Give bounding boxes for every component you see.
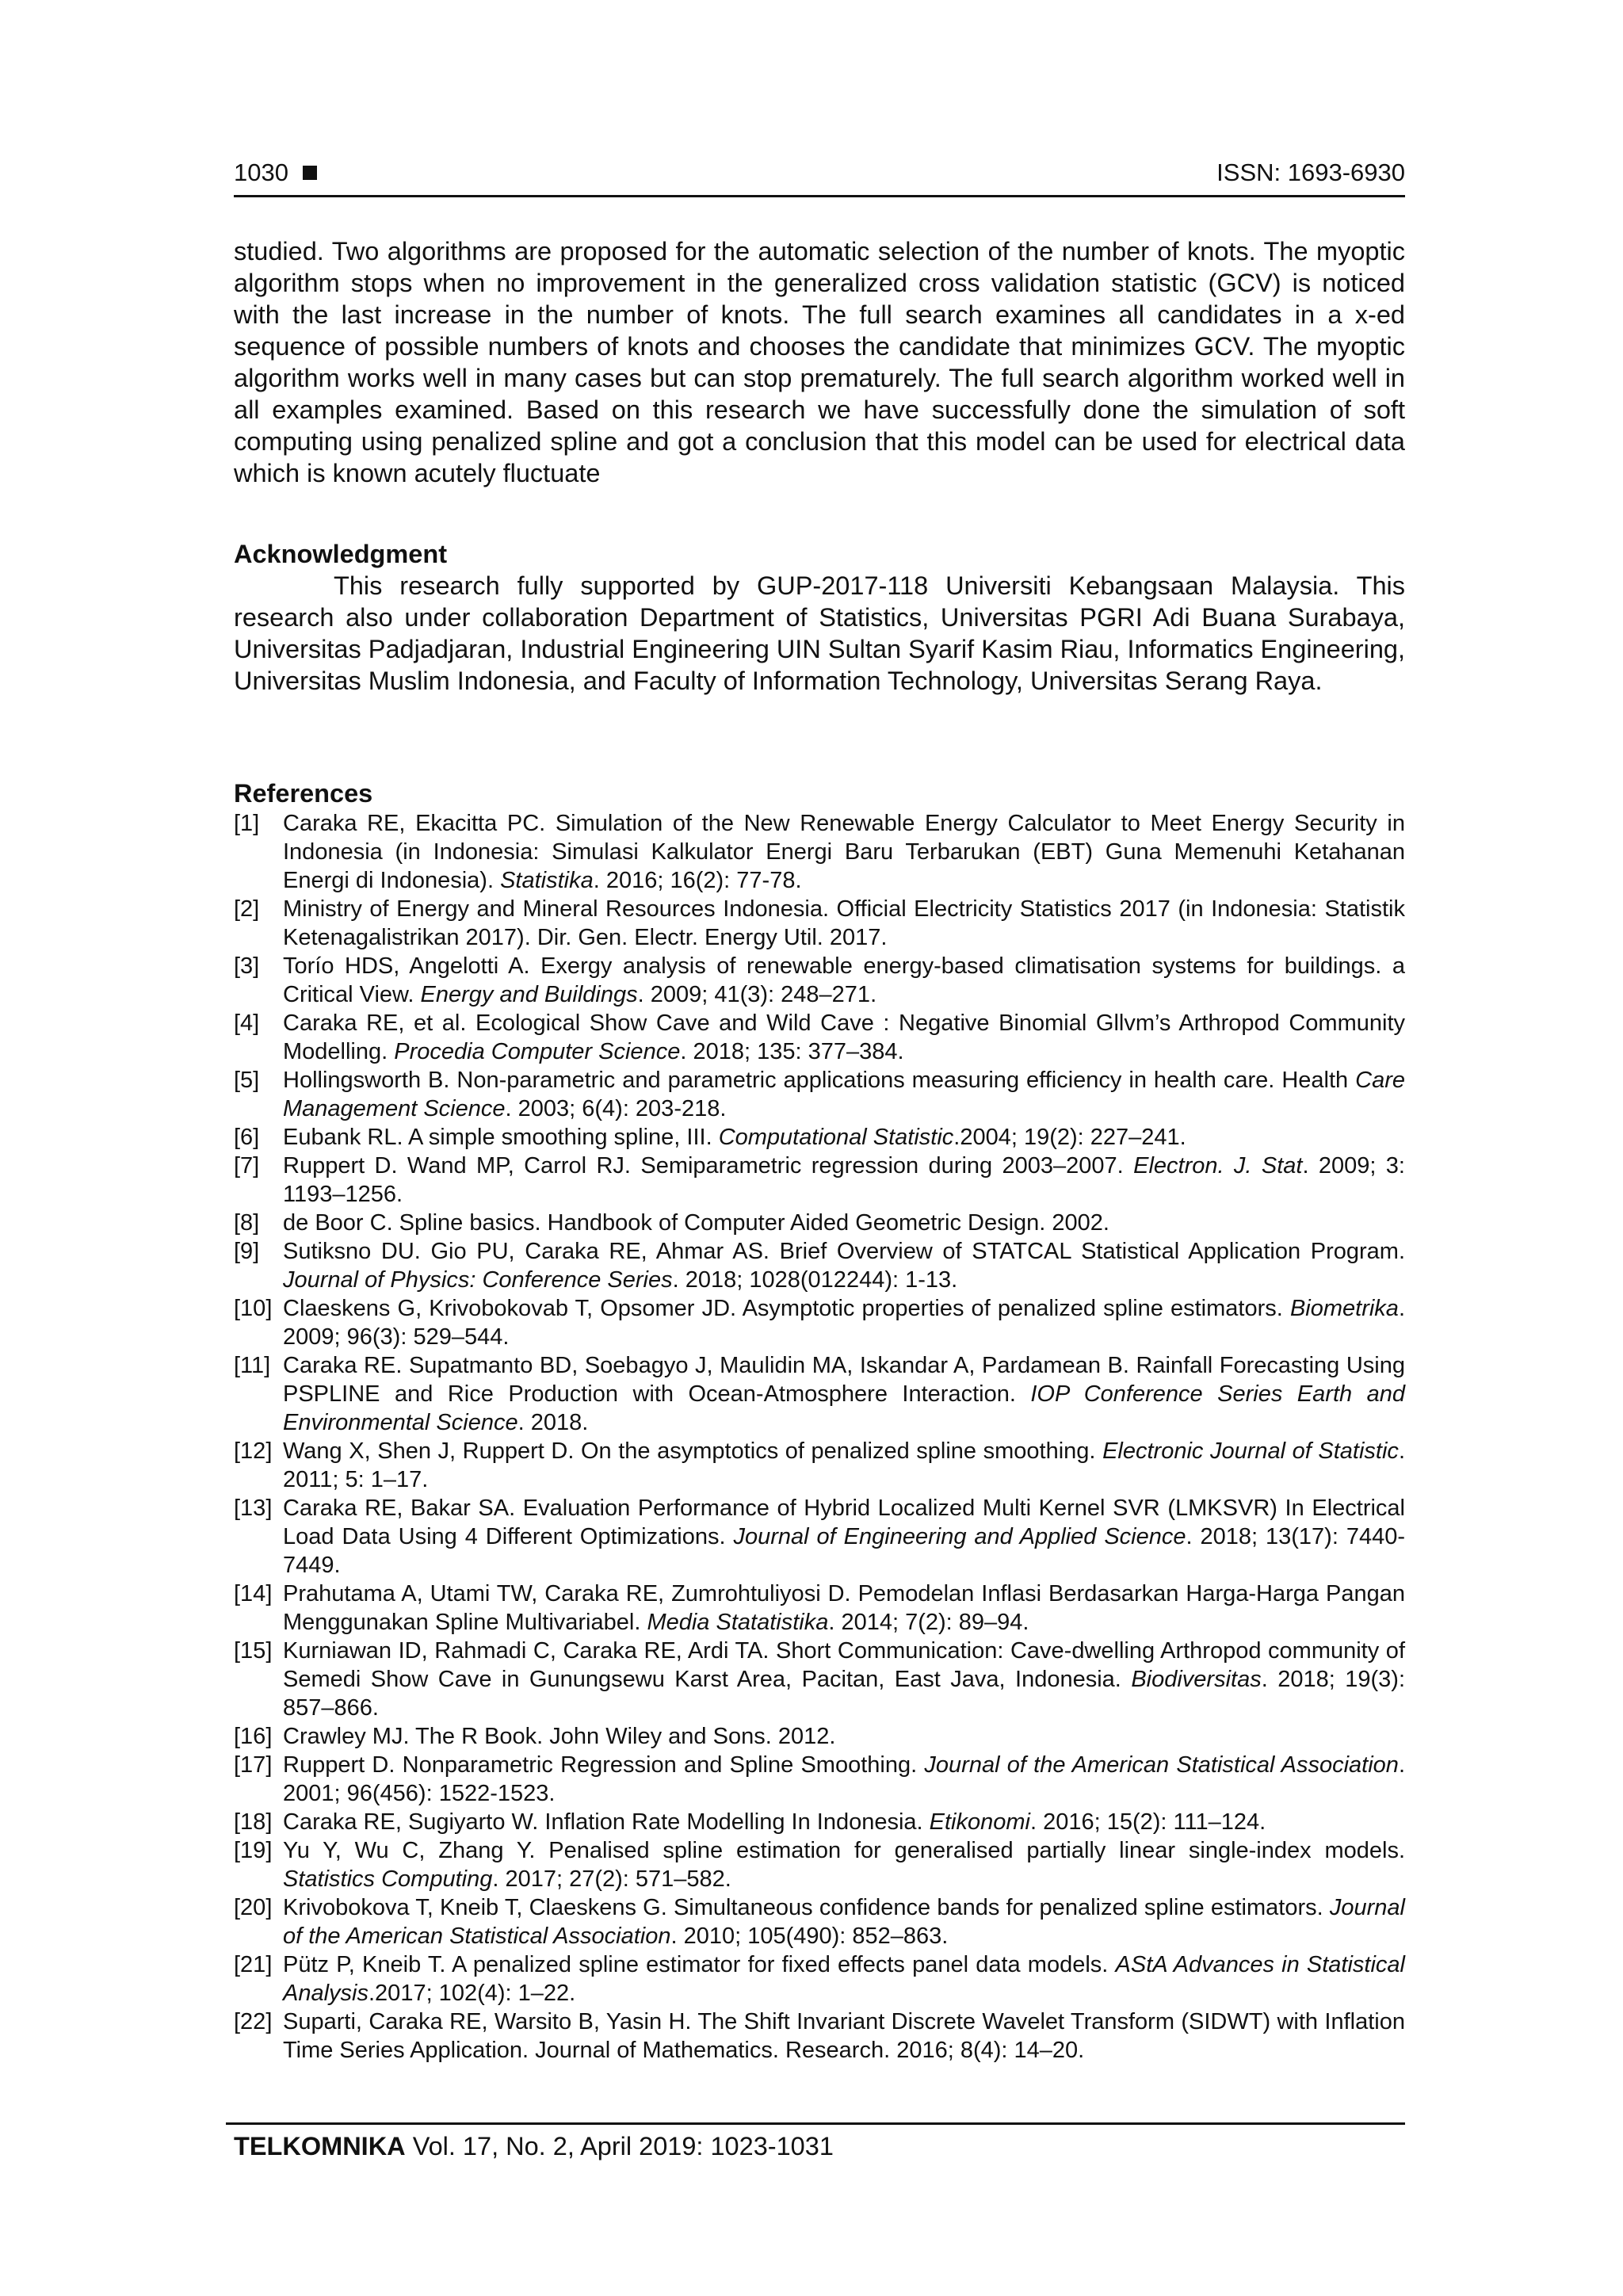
- reference-number: [13]: [234, 1496, 273, 1521]
- issue-info: Vol. 17, No. 2, April 2019: 1023-1031: [412, 2132, 834, 2160]
- reference-details: . 2018; 1028(012244): 1-13.: [672, 1267, 958, 1293]
- reference-source: Journal of Engineering and Applied Science: [733, 1524, 1186, 1549]
- reference-text: Crawley MJ. The R Book. John Wiley and Sons. 2012.: [283, 1724, 836, 1749]
- reference-item: [234, 1494, 1405, 1580]
- reference-item: [234, 2008, 1405, 2065]
- reference-text: Torío HDS, Angelotti A. Exergy analysis of renewable energy-based climatisation systems for buildings. a Critical View.: [283, 953, 1405, 1007]
- reference-details: . 2010; 105(490): 852–863.: [670, 1924, 949, 1949]
- reference-item: [234, 895, 1405, 952]
- reference-source: Etikonomi: [929, 1809, 1030, 1835]
- reference-text: Ministry of Energy and Mineral Resources Indonesia. Official Electricity Statistics 2017 (in Indonesia: Statistik Ketenagalistrikan 2017). Dir. Gen. Electr. Energy Util. 2017.: [283, 896, 1405, 950]
- reference-item: [234, 1950, 1405, 2008]
- acknowledgment-paragraph: This research fully supported by GUP-2017-118 Universiti Kebangsaan Malaysia. This research also under collaboration Department of Statistics, Universitas PGRI Adi Buana Surabaya, Universitas Padjadjaran, Industrial Engineering UIN Sultan Syarif Kasim Riau, Informatics Engineering, Universitas Muslim Indonesia, and Faculty of Information Technology, Universitas Serang Raya.: [234, 571, 1405, 695]
- reference-source: IOP Conference Series Earth and Environmental Science: [283, 1381, 1405, 1435]
- reference-text: Sutiksno DU. Gio PU, Caraka RE, Ahmar AS. Brief Overview of STATCAL Statistical Application Program.: [283, 1239, 1405, 1264]
- acknowledgment-heading: Acknowledgment: [234, 540, 448, 568]
- reference-number: [20]: [234, 1895, 273, 1920]
- reference-source: AStA Advances in Statistical Analysis: [283, 1952, 1405, 2006]
- reference-item: [234, 952, 1405, 1009]
- reference-number: [9]: [234, 1239, 260, 1264]
- reference-source: Care Management Science: [283, 1068, 1405, 1121]
- reference-text: Caraka RE. Supatmanto BD, Soebagyo J, Maulidin MA, Iskandar A, Pardamean B. Rainfall Forecasting Using PSPLINE and Rice Production with Ocean-Atmosphere Interaction.: [283, 1353, 1405, 1407]
- reference-number: [17]: [234, 1752, 273, 1778]
- square-bullet-icon: [303, 166, 317, 180]
- reference-number: [7]: [234, 1153, 260, 1179]
- reference-text: Eubank RL. A simple smoothing spline, III.: [283, 1125, 719, 1150]
- reference-text: Caraka RE, Bakar SA. Evaluation Performance of Hybrid Localized Multi Kernel SVR (LMKSVR) In Electrical Load Data Using 4 Different Optimizations.: [283, 1496, 1405, 1549]
- reference-item: [234, 809, 1405, 895]
- reference-item: [234, 1209, 1405, 1237]
- reference-item: [234, 1580, 1405, 1637]
- reference-text: Caraka RE, Ekacitta PC. Simulation of the New Renewable Energy Calculator to Meet Energy Security in Indonesia (in Indonesia: Simulasi Kalkulator Energi Baru Terbarukan (EBT) Guna Memenuhi Ketahanan Energi di Indonesia).: [283, 811, 1405, 893]
- reference-source: Statistika: [500, 868, 594, 893]
- reference-item: [234, 1237, 1405, 1294]
- reference-details: . 2009; 3: 1193–1256.: [283, 1153, 1405, 1207]
- reference-details: . 2009; 41(3): 248–271.: [637, 982, 877, 1007]
- reference-number: [10]: [234, 1296, 273, 1321]
- reference-number: [22]: [234, 2009, 273, 2034]
- reference-number: [11]: [234, 1353, 271, 1378]
- reference-source: Journal of Physics: Conference Series: [283, 1267, 673, 1293]
- reference-source: Procedia Computer Science: [394, 1039, 681, 1064]
- reference-item: [234, 1152, 1405, 1209]
- reference-text: Ruppert D. Nonparametric Regression and Spline Smoothing.: [283, 1752, 925, 1778]
- reference-source: Journal of the American Statistical Association: [283, 1895, 1405, 1949]
- reference-source: Journal of the American Statistical Association: [924, 1752, 1399, 1778]
- reference-number: [21]: [234, 1952, 273, 1977]
- issn: ISSN: 1693-6930: [1216, 159, 1405, 186]
- reference-text: Claeskens G, Krivobokovab T, Opsomer JD. Asymptotic properties of penalized spline estimators.: [283, 1296, 1290, 1321]
- reference-item: [234, 1808, 1405, 1836]
- reference-text: Kurniawan ID, Rahmadi C, Caraka RE, Ardi TA. Short Communication: Cave-dwelling Arthropod community of Semedi Show Cave in Gunungsewu Karst Area, Pacitan, East Java, Indonesia.: [283, 1638, 1405, 1692]
- reference-source: Media Statatistika: [647, 1610, 829, 1635]
- reference-source: Biometrika: [1289, 1296, 1399, 1321]
- reference-text: Yu Y, Wu C, Zhang Y. Penalised spline estimation for generalised partially linear single-index models.: [283, 1838, 1405, 1863]
- reference-item: [234, 1351, 1405, 1437]
- body-paragraph: studied. Two algorithms are proposed for the automatic selection of the number of knots. The myoptic algorithm stops when no improvement in the generalized cross validation statistic (GCV) is noticed with the last increase in the number of knots. The full search examines all candidates in a x-ed sequence of possible numbers of knots and chooses the candidate that minimizes GCV. The myoptic algorithm works well in many cases but can stop prematurely. The full search algorithm worked well in all examples examined. Based on this research we have successfully done the simulation of soft computing using penalized spline and got a conclusion that this model can be used for electrical data which is known acutely fluctuate: [234, 237, 1405, 487]
- reference-item: [234, 1294, 1405, 1351]
- reference-text: Prahutama A, Utami TW, Caraka RE, Zumrohtuliyosi D. Pemodelan Inflasi Berdasarkan Harga-Harga Pangan Menggunakan Spline Multivariabel.: [283, 1581, 1405, 1635]
- reference-details: . 2016; 16(2): 77-78.: [593, 868, 802, 893]
- reference-source: Biodiversitas: [1131, 1667, 1262, 1692]
- reference-details: . 2017; 27(2): 571–582.: [492, 1866, 731, 1892]
- reference-source: Statistics Computing: [283, 1866, 493, 1892]
- reference-source: Electron. J. Stat: [1133, 1153, 1303, 1179]
- reference-item: [234, 1437, 1405, 1494]
- reference-text: Pütz P, Kneib T. A penalized spline estimator for fixed effects panel data models.: [283, 1952, 1116, 1977]
- reference-text: Caraka RE, Sugiyarto W. Inflation Rate Modelling In Indonesia.: [283, 1809, 930, 1835]
- reference-item: [234, 1751, 1405, 1808]
- reference-source: Electronic Journal of Statistic: [1102, 1438, 1399, 1464]
- reference-item: [234, 1637, 1405, 1722]
- page-number: 1030: [234, 159, 288, 186]
- reference-number: [3]: [234, 953, 260, 979]
- reference-number: [2]: [234, 896, 260, 922]
- reference-text: Krivobokova T, Kneib T, Claeskens G. Simultaneous confidence bands for penalized spline estimators.: [283, 1895, 1330, 1920]
- header-left: [234, 155, 317, 190]
- reference-text: Hollingsworth B. Non-parametric and parametric applications measuring efficiency in health care. Health: [283, 1068, 1356, 1093]
- reference-text: de Boor C. Spline basics. Handbook of Computer Aided Geometric Design. 2002.: [283, 1210, 1109, 1236]
- header-rule: [234, 195, 1405, 197]
- reference-number: [12]: [234, 1438, 273, 1464]
- running-footer: [234, 2129, 834, 2164]
- reference-number: [8]: [234, 1210, 260, 1236]
- reference-item: [234, 1066, 1405, 1123]
- reference-details: . 2014; 7(2): 89–94.: [828, 1610, 1029, 1635]
- reference-details: . 2016; 15(2): 111–124.: [1029, 1809, 1266, 1835]
- reference-text: Suparti, Caraka RE, Warsito B, Yasin H. The Shift Invariant Discrete Wavelet Transform (SIDWT) with Inflation Time Series Application. Journal of Mathematics. Research. 2016; 8(4): 14–20.: [283, 2009, 1405, 2063]
- reference-text: Caraka RE, et al. Ecological Show Cave and Wild Cave : Negative Binomial Gllvm’s Arthropod Community Modelling.: [283, 1010, 1405, 1064]
- references-heading: References: [234, 779, 373, 808]
- reference-number: [14]: [234, 1581, 273, 1606]
- reference-details: .2004; 19(2): 227–241.: [953, 1125, 1186, 1150]
- reference-number: [18]: [234, 1809, 273, 1835]
- reference-details: . 2018.: [517, 1410, 589, 1435]
- footer-rule: [226, 2122, 1405, 2125]
- running-header: [234, 155, 1405, 195]
- reference-item: [234, 1123, 1405, 1152]
- reference-details: . 2018; 135: 377–384.: [680, 1039, 904, 1064]
- reference-number: [19]: [234, 1838, 273, 1863]
- reference-details: . 2001; 96(456): 1522-1523.: [283, 1752, 1405, 1806]
- reference-item: [234, 1893, 1405, 1950]
- reference-details: . 2011; 5: 1–17.: [283, 1438, 1405, 1492]
- reference-number: [6]: [234, 1125, 260, 1150]
- reference-details: . 2009; 96(3): 529–544.: [283, 1296, 1405, 1350]
- reference-number: [15]: [234, 1638, 273, 1664]
- references-list: [234, 809, 1405, 2065]
- reference-details: . 2003; 6(4): 203-218.: [505, 1096, 727, 1121]
- reference-text: Wang X, Shen J, Ruppert D. On the asymptotics of penalized spline smoothing.: [283, 1438, 1103, 1464]
- reference-item: [234, 1836, 1405, 1893]
- reference-details: . 2018; 19(3): 857–866.: [283, 1667, 1405, 1721]
- reference-source: Energy and Buildings: [420, 982, 638, 1007]
- reference-details: . 2018; 13(17): 7440-7449.: [283, 1524, 1406, 1578]
- reference-item: [234, 1722, 1405, 1751]
- reference-text: Ruppert D. Wand MP, Carrol RJ. Semiparametric regression during 2003–2007.: [283, 1153, 1134, 1179]
- reference-item: [234, 1009, 1405, 1066]
- reference-source: Computational Statistic: [718, 1125, 954, 1150]
- reference-number: [1]: [234, 811, 260, 836]
- journal-name: TELKOMNIKA: [234, 2132, 406, 2160]
- reference-number: [5]: [234, 1068, 260, 1093]
- reference-number: [4]: [234, 1010, 260, 1036]
- reference-number: [16]: [234, 1724, 273, 1749]
- reference-details: .2017; 102(4): 1–22.: [369, 1981, 576, 2006]
